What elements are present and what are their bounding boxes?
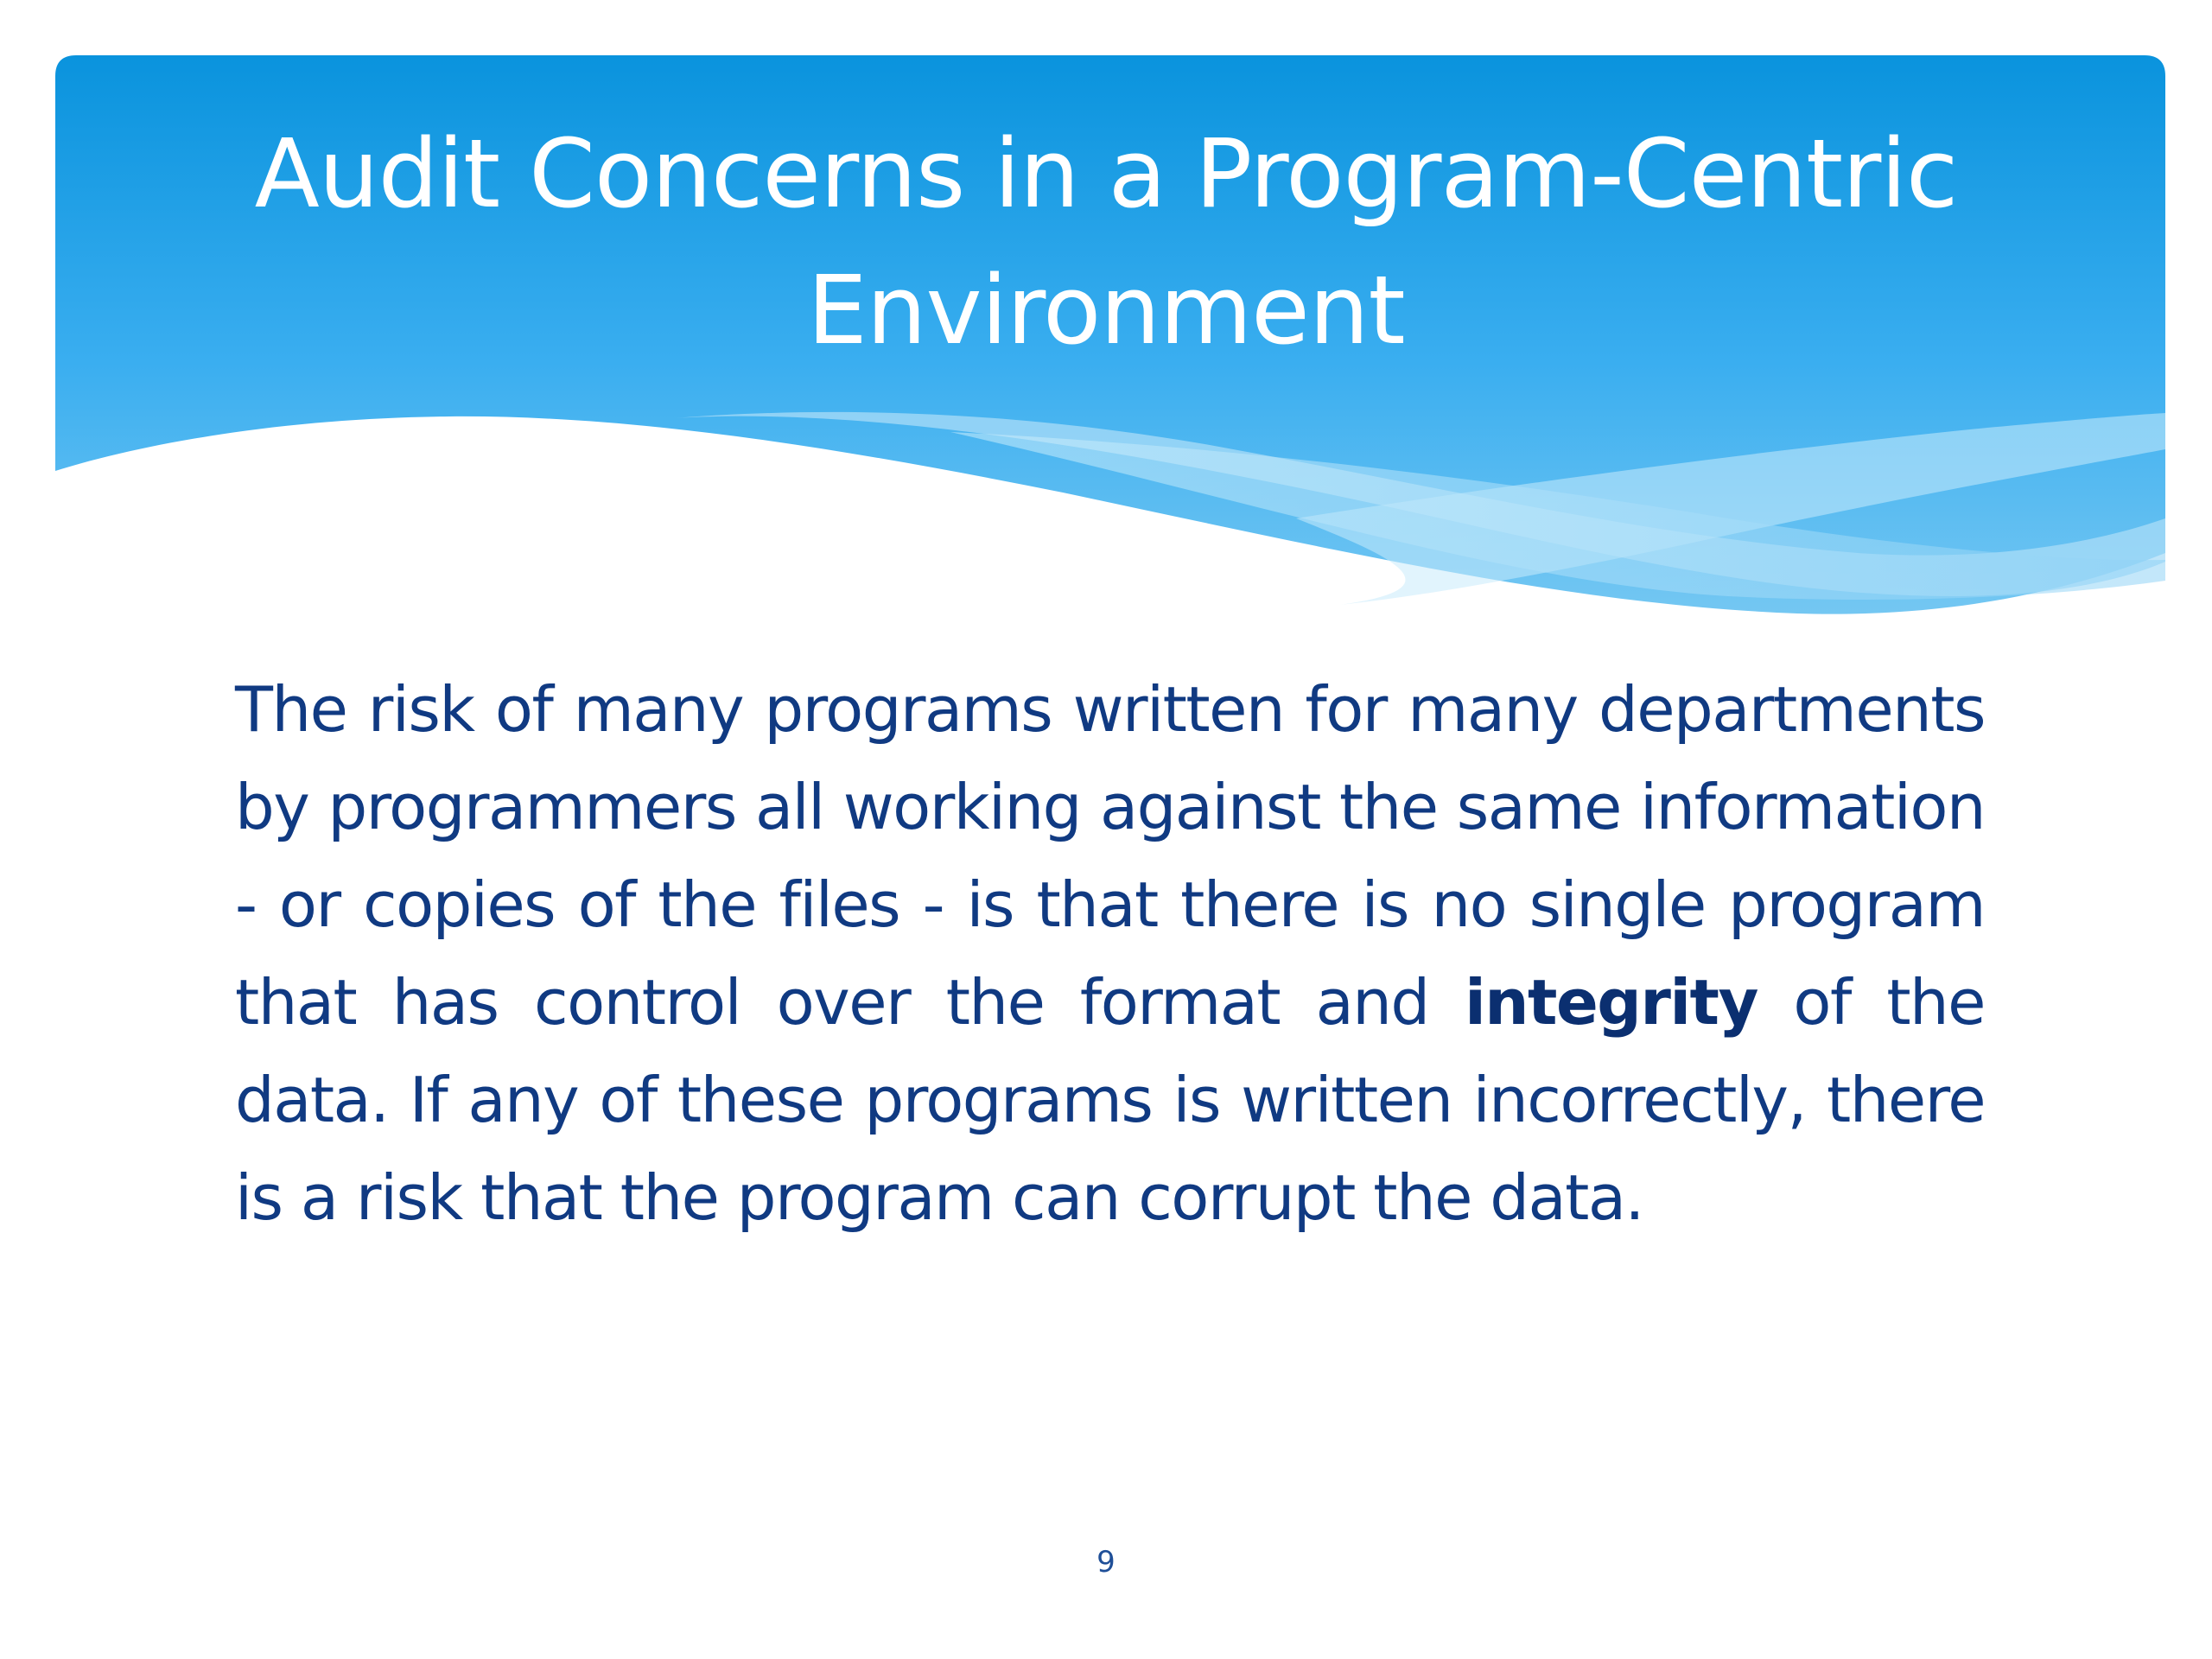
slide-body-paragraph <box>235 661 1985 1247</box>
page-number: 9 <box>1096 1545 1116 1580</box>
slide-title-line-2: Environment <box>807 255 1405 365</box>
slide-title-line-1: Audit Concerns in a Program-Centric <box>254 118 1958 229</box>
body-text-bold-integrity: integrity <box>1465 966 1758 1039</box>
body-text-part-2: of the data. If any of these programs is written incorrectly, there is a risk that the program can corrupt the data. <box>235 966 1985 1234</box>
slide-title <box>173 105 2039 378</box>
body-text-part-1: The risk of many programs written for many departments by programmers all working against the same information - or copies of the files - is that there is no single program that has control over the format and <box>235 673 1985 1039</box>
